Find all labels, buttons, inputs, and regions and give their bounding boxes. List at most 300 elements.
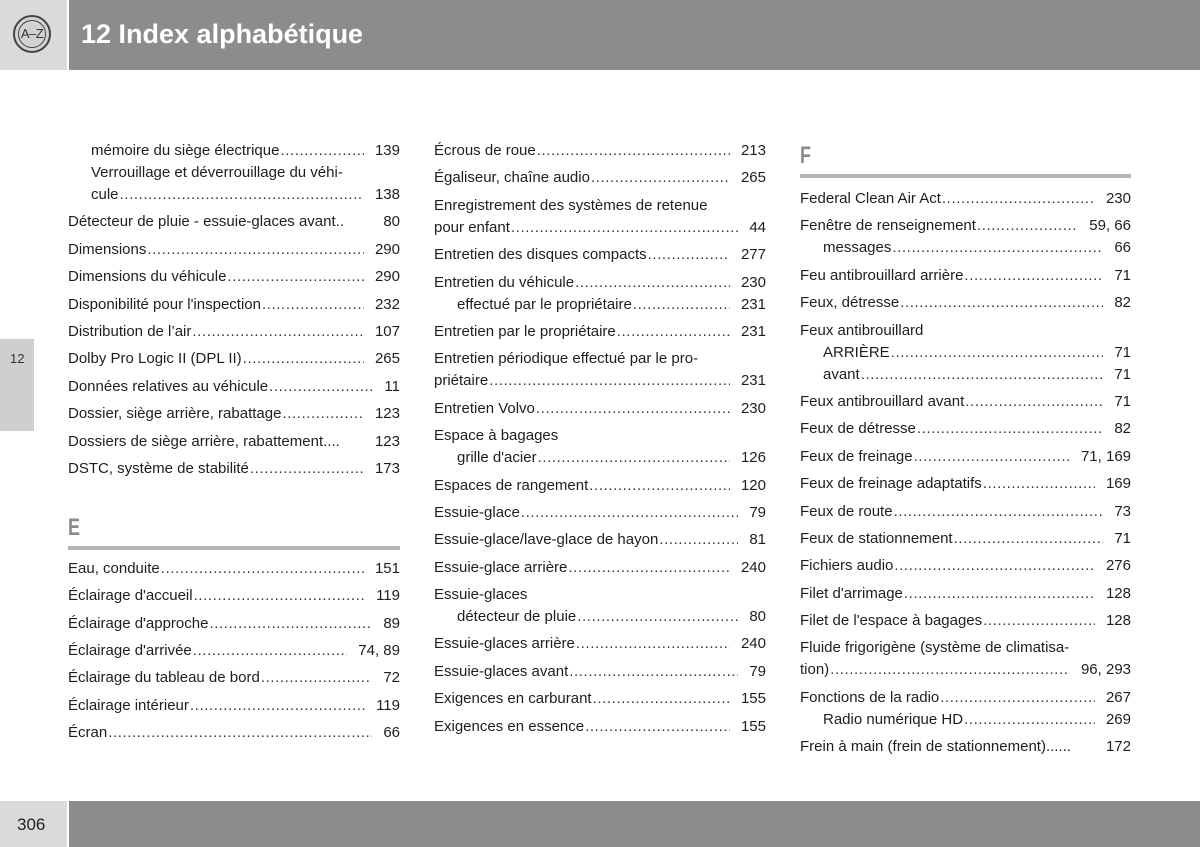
- index-entry: [434, 321, 766, 343]
- dot-leader: [585, 716, 730, 738]
- dot-leader: [192, 321, 364, 343]
- entry-term: Distribution de l’air: [68, 322, 192, 340]
- entry-page-ref: 80: [383, 213, 400, 231]
- index-entry: [434, 557, 766, 579]
- entry-term: Essuie-glaces avant: [434, 662, 569, 680]
- index-entry: [800, 446, 1131, 468]
- index-entry-line: [800, 583, 1131, 605]
- entry-page-ref: 139: [374, 142, 400, 159]
- entry-page-ref: 123: [374, 432, 400, 450]
- index-entry: [434, 529, 766, 551]
- index-entry: [434, 716, 766, 738]
- index-entry: [800, 292, 1131, 314]
- index-entry-line: [434, 716, 766, 738]
- index-entry-line: [68, 613, 400, 635]
- dot-leader: [194, 585, 365, 607]
- index-entry-line: [68, 321, 400, 343]
- index-entry: [800, 501, 1131, 523]
- section-letter: F: [800, 142, 812, 169]
- index-entry: [434, 475, 766, 497]
- entry-term: Dimensions du véhicule: [68, 268, 227, 286]
- index-entry-line: [68, 239, 400, 261]
- entry-term: Exigences en carburant: [434, 690, 592, 708]
- index-entry-line: [800, 418, 1131, 440]
- entry-page-ref: 119: [376, 696, 400, 714]
- index-entry-line: [800, 446, 1131, 468]
- entry-term: grille d'acier: [457, 449, 537, 467]
- dot-leader: [569, 661, 738, 683]
- entry-term: messages: [823, 239, 892, 257]
- index-entry-line: [434, 167, 766, 189]
- index-subentry-line: [800, 364, 1131, 386]
- index-entry-line: [434, 661, 766, 683]
- dot-leader: [900, 292, 1103, 314]
- index-entry-line: [800, 320, 1131, 342]
- index-entry: [68, 239, 400, 261]
- entry-page-ref: 71: [1114, 343, 1131, 361]
- dot-leader: [209, 613, 372, 635]
- dot-leader: [190, 695, 365, 717]
- chapter-side-tab: [0, 339, 34, 431]
- index-entry: [434, 688, 766, 710]
- entry-page-ref: 173: [374, 459, 400, 477]
- index-entry: [434, 140, 766, 162]
- dot-leader: [120, 184, 364, 206]
- index-subentry-line: [800, 237, 1131, 259]
- index-entry: [68, 140, 400, 206]
- index-entry: [800, 687, 1131, 731]
- index-entry: [800, 473, 1131, 495]
- entry-term: Espace à bagages: [434, 427, 559, 445]
- entry-page-ref: 82: [1114, 294, 1131, 312]
- entry-term: pour enfant: [434, 218, 510, 236]
- entry-page-ref: 277: [740, 246, 766, 264]
- entry-page-ref: 269: [1105, 710, 1131, 728]
- dot-leader: [161, 558, 364, 580]
- dot-leader: [193, 640, 348, 662]
- index-entry: [800, 610, 1131, 632]
- index-entry-line: [434, 140, 766, 162]
- entry-term: Feu antibrouillard arrière: [800, 266, 964, 284]
- entry-term: Données relatives au véhicule: [68, 377, 269, 395]
- entry-term: Détecteur de pluie - essuie-glaces avant..: [68, 213, 344, 231]
- index-entry: [434, 348, 766, 392]
- index-subentry-line: [434, 294, 766, 316]
- index-entry-line: [434, 633, 766, 655]
- section-letter: E: [68, 513, 81, 541]
- dot-leader: [593, 688, 730, 710]
- index-entry-line: [434, 688, 766, 710]
- entry-page-ref: 230: [1105, 190, 1131, 207]
- entry-page-ref: 81: [749, 531, 766, 549]
- entry-term: Eau, conduite: [68, 559, 160, 577]
- entry-term: Écrous de roue: [434, 142, 536, 159]
- entry-page-ref: 290: [374, 268, 400, 286]
- dot-leader: [521, 502, 738, 524]
- index-entry-line: [68, 348, 400, 370]
- index-entry: [68, 640, 400, 662]
- index-entry-line: [800, 501, 1131, 523]
- entry-term: mémoire du siège électrique: [91, 142, 280, 159]
- entry-term: Entretien Volvo: [434, 399, 535, 417]
- dot-leader: [830, 659, 1070, 681]
- entry-term: Entretien par le propriétaire: [434, 322, 616, 340]
- entry-term: Filet d'arrimage: [800, 584, 903, 602]
- dot-leader: [940, 687, 1095, 709]
- entry-page-ref: 59, 66: [1089, 217, 1131, 235]
- entry-page-ref: 151: [374, 559, 400, 577]
- index-entry: [800, 265, 1131, 287]
- dot-leader: [917, 418, 1103, 440]
- dot-leader: [861, 364, 1104, 386]
- entry-page-ref: 169: [1105, 475, 1131, 493]
- index-column-3: [800, 142, 1131, 764]
- entry-page-ref: 74, 89: [358, 642, 400, 660]
- index-entry: [434, 244, 766, 266]
- dot-leader: [269, 376, 373, 398]
- entry-page-ref: 66: [383, 724, 400, 742]
- dot-leader: [964, 709, 1095, 731]
- index-subentry-line: [68, 162, 400, 184]
- entry-term: DSTC, système de stabilité: [68, 459, 249, 477]
- index-entry-line: [68, 667, 400, 689]
- entry-page-ref: 82: [1114, 420, 1131, 438]
- entry-term: Radio numérique HD: [823, 710, 964, 728]
- dot-leader: [617, 321, 730, 343]
- entry-page-ref: 11: [384, 377, 400, 395]
- entry-term: Éclairage du tableau de bord: [68, 669, 260, 687]
- index-entry-line: [800, 265, 1131, 287]
- index-subentry-line: [434, 447, 766, 469]
- index-entry: [800, 637, 1131, 681]
- dot-leader: [977, 215, 1078, 237]
- dot-leader: [511, 217, 738, 239]
- index-entry-line: [68, 695, 400, 717]
- index-entry: [434, 398, 766, 420]
- chapter-tab-label: 12: [10, 351, 25, 366]
- entry-term: Éclairage d'accueil: [68, 587, 193, 605]
- index-entry-line: [434, 370, 766, 392]
- entry-term: Enregistrement des systèmes de retenue: [434, 196, 708, 214]
- entry-page-ref: 71: [1114, 529, 1131, 547]
- index-entry-line: [434, 348, 766, 370]
- entry-page-ref: 126: [740, 449, 766, 467]
- entry-term: Entretien des disques compacts: [434, 246, 647, 264]
- entry-page-ref: 66: [1114, 239, 1131, 257]
- index-entry: [68, 558, 400, 580]
- dot-leader: [589, 475, 730, 497]
- entry-page-ref: 155: [740, 717, 766, 735]
- entry-page-ref: 230: [740, 399, 766, 417]
- index-entry-line: [434, 244, 766, 266]
- page-number: 306: [17, 815, 46, 834]
- entry-term: Federal Clean Air Act: [800, 190, 941, 207]
- index-entry-line: [434, 272, 766, 294]
- index-entry: [434, 584, 766, 628]
- dot-leader: [489, 370, 730, 392]
- entry-page-ref: 44: [749, 218, 766, 236]
- entry-term: Filet de l'espace à bagages: [800, 612, 983, 630]
- dot-leader: [892, 237, 1103, 259]
- entry-page-ref: 71: [1114, 365, 1131, 383]
- index-entry-line: [68, 558, 400, 580]
- dot-leader: [227, 266, 364, 288]
- index-az-icon-text: A–Z: [20, 26, 44, 41]
- entry-term: Dossiers de siège arrière, rabattement....: [68, 432, 340, 450]
- index-entry-line: [800, 215, 1131, 237]
- index-entry-line: [434, 502, 766, 524]
- entry-page-ref: 265: [374, 350, 400, 368]
- index-entry-line: [68, 585, 400, 607]
- entry-term: Feux de freinage: [800, 447, 913, 465]
- dot-leader: [904, 583, 1095, 605]
- index-entry: [800, 555, 1131, 577]
- entry-term: Espaces de rangement: [434, 476, 589, 494]
- entry-term: tion): [800, 661, 830, 679]
- dot-leader: [983, 473, 1095, 495]
- entry-page-ref: 71: [1114, 266, 1131, 284]
- entry-term: Essuie-glace/lave-glace de hayon: [434, 531, 659, 549]
- index-entry-line: [434, 195, 766, 217]
- letter-heading: [68, 514, 400, 550]
- index-entry: [68, 403, 400, 425]
- index-entry: [68, 667, 400, 689]
- dot-leader: [282, 403, 364, 425]
- dot-leader: [894, 501, 1104, 523]
- index-column-2: [434, 140, 766, 743]
- entry-page-ref: 138: [374, 186, 400, 203]
- entry-term: Fonctions de la radio: [800, 688, 940, 706]
- entry-page-ref: 231: [740, 295, 766, 313]
- index-entry-line: [68, 211, 400, 233]
- dot-leader: [942, 188, 1095, 210]
- dot-leader: [537, 140, 730, 162]
- index-entry-line: [68, 640, 400, 662]
- entry-page-ref: 155: [740, 690, 766, 708]
- entry-term: Feux antibrouillard avant: [800, 392, 965, 410]
- index-entry-line: [68, 294, 400, 316]
- index-entry-line: [68, 431, 400, 453]
- index-entry-line: [434, 217, 766, 239]
- entry-page-ref: 240: [740, 558, 766, 576]
- footer-page-box: [0, 801, 67, 847]
- index-entry: [68, 266, 400, 288]
- index-entry-line: [68, 722, 400, 744]
- index-entry-line: [434, 425, 766, 447]
- index-entry-line: [434, 398, 766, 420]
- index-entry: [68, 376, 400, 398]
- index-subentry-line: [68, 184, 400, 206]
- index-az-icon: [13, 15, 51, 53]
- entry-term: Feux de freinage adaptatifs: [800, 475, 982, 493]
- entry-term: Éclairage intérieur: [68, 696, 189, 714]
- entry-term: Dimensions: [68, 240, 147, 258]
- index-entry: [800, 391, 1131, 413]
- dot-leader: [538, 447, 730, 469]
- entry-page-ref: 231: [740, 322, 766, 340]
- index-entry: [434, 661, 766, 683]
- index-entry-line: [434, 321, 766, 343]
- entry-page-ref: 71: [1114, 392, 1131, 410]
- entry-page-ref: 172: [1105, 738, 1131, 756]
- index-subentry-line: [800, 342, 1131, 364]
- index-entry: [68, 211, 400, 233]
- dot-leader: [262, 294, 364, 316]
- entry-page-ref: 107: [374, 322, 400, 340]
- entry-term: effectué par le propriétaire: [457, 295, 632, 313]
- dot-leader: [575, 272, 730, 294]
- section-rule: [68, 546, 400, 550]
- dot-leader: [894, 555, 1095, 577]
- entry-page-ref: 79: [749, 503, 766, 521]
- dot-leader: [250, 458, 364, 480]
- dot-leader: [914, 446, 1070, 468]
- entry-page-ref: 71, 169: [1080, 447, 1131, 465]
- index-entry: [68, 348, 400, 370]
- entry-term: Fenêtre de renseignement: [800, 217, 976, 235]
- entry-page-ref: 231: [740, 372, 766, 390]
- entry-term: Essuie-glace arrière: [434, 558, 568, 576]
- entry-term: Fluide frigorigène (système de climatisa-: [800, 639, 1070, 657]
- index-entry: [68, 321, 400, 343]
- index-entry-line: [800, 528, 1131, 550]
- index-entry: [434, 272, 766, 316]
- entry-page-ref: 72: [383, 669, 400, 687]
- index-entry-line: [434, 529, 766, 551]
- dot-leader: [577, 606, 738, 628]
- index-entry: [800, 528, 1131, 550]
- index-entry-line: [800, 292, 1131, 314]
- entry-page-ref: 73: [1114, 502, 1131, 520]
- entry-term: Éclairage d'approche: [68, 614, 209, 632]
- entry-term: Dolby Pro Logic II (DPL II): [68, 350, 242, 368]
- header-bar: [69, 0, 1200, 70]
- index-entry-line: [800, 391, 1131, 413]
- dot-leader: [891, 342, 1104, 364]
- entry-term: Frein à main (frein de stationnement)......: [800, 738, 1071, 756]
- index-entry: [434, 425, 766, 469]
- entry-page-ref: 119: [376, 587, 400, 605]
- entry-page-ref: 232: [374, 295, 400, 313]
- index-entry-line: [800, 637, 1131, 659]
- entry-term: priétaire: [434, 372, 489, 390]
- entry-term: Écran: [68, 724, 108, 742]
- chapter-icon-area: [0, 0, 67, 70]
- entry-page-ref: 290: [374, 240, 400, 258]
- entry-term: Entretien périodique effectué par le pro-: [434, 350, 699, 368]
- index-entry: [68, 431, 400, 453]
- entry-term: Entretien du véhicule: [434, 273, 575, 291]
- dot-leader: [648, 244, 730, 266]
- dot-leader: [964, 265, 1103, 287]
- index-entry-line: [800, 610, 1131, 632]
- index-entry: [434, 195, 766, 239]
- dot-leader: [954, 528, 1104, 550]
- index-entry-line: [800, 659, 1131, 681]
- entry-term: Feux de stationnement: [800, 529, 953, 547]
- index-entry: [800, 583, 1131, 605]
- index-entry-line: [434, 557, 766, 579]
- entry-page-ref: 240: [740, 635, 766, 653]
- index-subentry-line: [68, 140, 400, 162]
- entry-term: Éclairage d'arrivée: [68, 642, 192, 660]
- index-entry: [68, 458, 400, 480]
- index-entry-line: [68, 403, 400, 425]
- index-entry-line: [800, 555, 1131, 577]
- entry-term: Essuie-glace: [434, 503, 520, 521]
- index-entry-line: [800, 687, 1131, 709]
- index-subentry-line: [800, 709, 1131, 731]
- entry-term: Feux de route: [800, 502, 893, 520]
- index-entry-line: [800, 188, 1131, 210]
- dot-leader: [659, 529, 738, 551]
- dot-leader: [591, 167, 730, 189]
- index-entry: [434, 502, 766, 524]
- entry-page-ref: 79: [749, 662, 766, 680]
- index-entry: [800, 320, 1131, 386]
- entry-term: Égaliseur, chaîne audio: [434, 169, 590, 187]
- entry-page-ref: 120: [740, 476, 766, 494]
- index-entry-line: [68, 376, 400, 398]
- entry-page-ref: 128: [1105, 584, 1131, 602]
- index-entry-line: [434, 475, 766, 497]
- index-entry: [434, 633, 766, 655]
- entry-page-ref: 267: [1105, 688, 1131, 706]
- entry-page-ref: 123: [374, 405, 400, 423]
- index-entry: [68, 613, 400, 635]
- index-column-1: [68, 140, 400, 750]
- dot-leader: [243, 348, 364, 370]
- entry-page-ref: 89: [383, 614, 400, 632]
- index-entry-line: [800, 736, 1131, 758]
- entry-term: ARRIÈRE: [823, 343, 890, 361]
- index-entry: [800, 188, 1131, 210]
- index-entry: [800, 215, 1131, 259]
- entry-page-ref: 128: [1105, 612, 1131, 630]
- entry-term: Verrouillage et déverrouillage du véhi-: [91, 164, 343, 181]
- entry-term: Dossier, siège arrière, rabattage: [68, 405, 282, 423]
- footer-bar: [69, 801, 1200, 847]
- dot-leader: [536, 398, 730, 420]
- index-entry: [434, 167, 766, 189]
- index-entry: [68, 294, 400, 316]
- entry-term: Essuie-glaces: [434, 586, 528, 604]
- entry-term: Essuie-glaces arrière: [434, 635, 575, 653]
- index-subentry-line: [434, 606, 766, 628]
- entry-term: Fichiers audio: [800, 557, 894, 575]
- entry-page-ref: 80: [749, 608, 766, 626]
- entry-term: détecteur de pluie: [457, 608, 577, 626]
- dot-leader: [633, 294, 730, 316]
- dot-leader: [108, 722, 372, 744]
- entry-term: Feux antibrouillard: [800, 321, 924, 339]
- index-entry-line: [434, 584, 766, 606]
- dot-leader: [261, 667, 373, 689]
- entry-term: Feux de détresse: [800, 420, 916, 438]
- index-entry-line: [68, 458, 400, 480]
- entry-term: Exigences en essence: [434, 717, 585, 735]
- index-entry: [800, 736, 1131, 758]
- dot-leader: [568, 557, 730, 579]
- index-entry: [800, 418, 1131, 440]
- dot-leader: [576, 633, 730, 655]
- entry-term: Disponibilité pour l'inspection: [68, 295, 261, 313]
- index-entry: [68, 585, 400, 607]
- index-entry-line: [68, 266, 400, 288]
- entry-page-ref: 265: [740, 169, 766, 187]
- page-title: 12 Index alphabétique: [81, 19, 364, 49]
- entry-term: avant: [823, 365, 860, 383]
